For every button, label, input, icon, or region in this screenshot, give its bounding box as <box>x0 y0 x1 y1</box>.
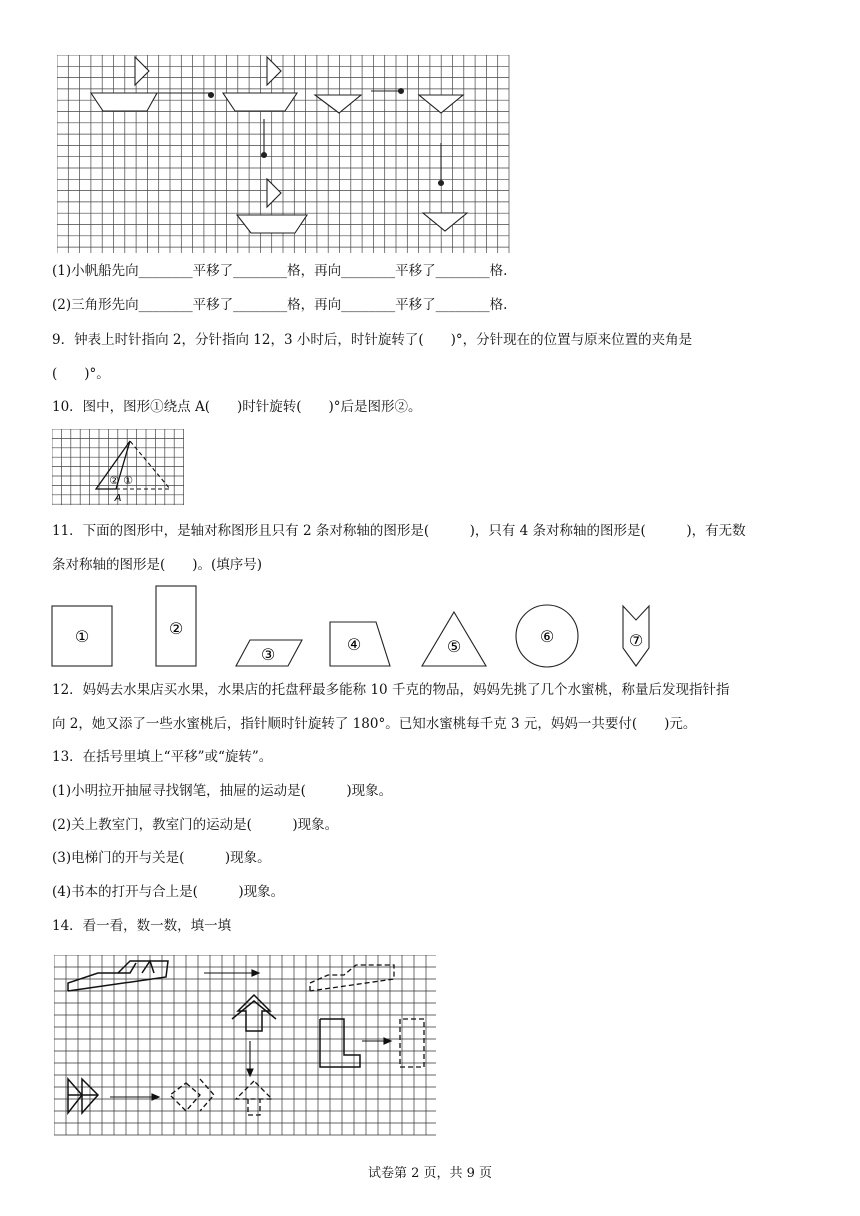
q8-sub1: (1)小帆船先向________平移了________格，再向________平移了________格. <box>52 263 508 279</box>
shape3-number: ③ <box>260 645 276 664</box>
q13-item3: (3)电梯门的开与关是( )现象。 <box>52 850 271 866</box>
symmetry-shapes-row <box>46 582 666 672</box>
shape5-number: ⑤ <box>446 637 462 656</box>
q9-line2: ( )°。 <box>52 366 110 382</box>
q10-text: 10．图中，图形①绕点 A( )时针旋转( )°后是图形②。 <box>52 399 422 415</box>
q11-line2: 条对称轴的图形是( )。(填序号) <box>52 557 263 573</box>
shape4-number: ④ <box>346 635 362 654</box>
page-footer: 试卷第 2 页，共 9 页 <box>367 1166 493 1181</box>
q13-title: 13．在括号里填上“平移”或“旋转”。 <box>52 749 273 765</box>
q14-title: 14．看一看，数一数，填一填 <box>52 918 232 934</box>
translation-shapes-grid <box>54 955 438 1139</box>
rotation-grid-figure <box>52 429 186 507</box>
q12-line2: 向 2，她又添了一些水蜜桃后，指针顺时针旋转了 180°。已知水蜜桃每千克 3 元，妈妈一共要付( )元。 <box>52 716 697 732</box>
q12-line1: 12．妈妈去水果店买水果，水果店的托盘秤最多能称 10 千克的物品，妈妈先挑了几个水蜜桃，称量后发现指针指 <box>52 682 730 698</box>
q9-line1: 9．钟表上时针指向 2，分针指向 12，3 小时后，时针旋转了( )°，分针现在的位置与原来位置的夹角是 <box>52 332 693 348</box>
shape7-number: ⑦ <box>628 631 644 650</box>
q13-item1: (1)小明拉开抽屉寻找钢笔，抽屉的运动是( )现象。 <box>52 783 393 799</box>
q11-line1: 11．下面的图形中，是轴对称图形且只有 2 条对称轴的图形是( )，只有 4 条对称轴的图形是( )，有无数 <box>52 523 746 539</box>
shape2-number: ② <box>168 619 184 638</box>
q8-sub2: (2)三角形先向________平移了________格，再向________平移了________格. <box>52 297 508 313</box>
q13-item4: (4)书本的打开与合上是( )现象。 <box>52 884 285 900</box>
point-a-label: A <box>114 493 122 504</box>
shape6-number: ⑥ <box>539 627 555 646</box>
shape1-number: ① <box>74 627 90 646</box>
q13-item2: (2)关上教室门，教室门的运动是( )现象。 <box>52 817 339 833</box>
sailboat-triangle-translation-grid <box>57 55 511 255</box>
shape1-label: ① <box>123 474 133 487</box>
shape2-label: ② <box>109 474 119 487</box>
